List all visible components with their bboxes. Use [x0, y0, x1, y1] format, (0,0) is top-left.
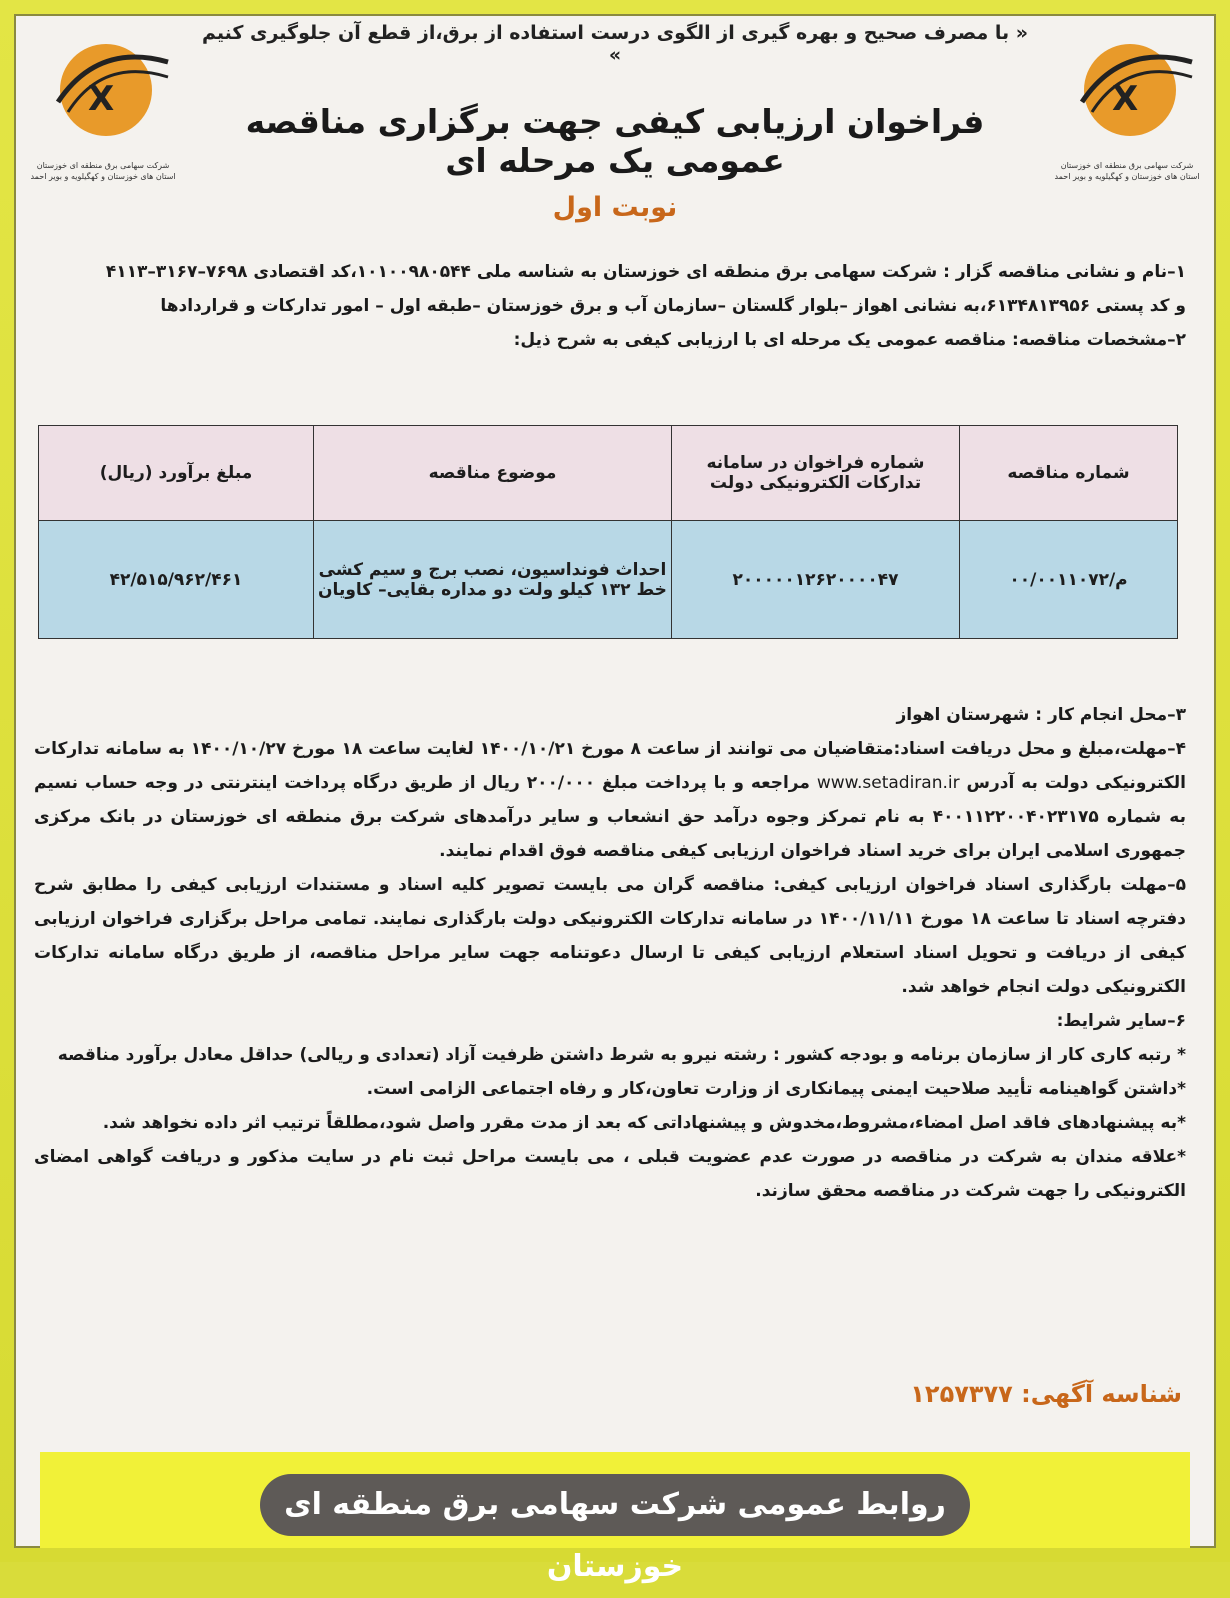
condition-item: *داشتن گواهینامه تأیید صلاحیت ایمنی پیمانکاری از وزارت تعاون،کار و رفاه اجتماعی الزامی است. — [366, 1079, 1186, 1099]
company-logo-left — [28, 32, 178, 182]
table-cell: ۴۲/۵۱۵/۹۶۲/۴۶۱ — [39, 521, 314, 639]
svg-text:X: X — [88, 79, 115, 119]
table-header: شماره فراخوان در سامانه تدارکات الکترونیکی دولت — [672, 426, 960, 521]
logo-icon — [28, 32, 178, 152]
logo-icon — [1052, 32, 1202, 152]
ad-id: شناسه آگهی: ۱۲۵۷۳۷۷ — [910, 1380, 1182, 1408]
other-conditions-heading: ۶–سایر شرایط: — [1056, 1011, 1186, 1031]
logo-caption: استان های خوزستان و کهگیلویه و بویر احمد — [1054, 172, 1200, 181]
company-logo-right — [1052, 32, 1202, 182]
condition-item: * رتبه کاری کار از سازمان برنامه و بودجه کشور : رشته نیرو به شرط داشتن ظرفیت آزاد (تعدادی و ریالی) حداقل معادل برآورد مناقصه — [57, 1045, 1186, 1065]
tenderer-address: و کد پستی ۶۱۳۴۸۱۳۹۵۶،به نشانی اهواز –بلوار گلستان –سازمان آب و برق خوزستان –طبقه اول – امور تدارکات و قراردادها — [160, 296, 1186, 316]
footer-title: روابط عمومی شرکت سهامی برق منطقه ای خوزستان — [260, 1474, 970, 1536]
logo-caption: شرکت سهامی برق منطقه ای خوزستان — [36, 161, 170, 170]
work-location: ۳–محل انجام کار : شهرستان اهواز — [896, 705, 1186, 725]
condition-item: *علاقه مندان به شرکت در مناقصه در صورت عدم عضویت قبلی ، می بایست مراحل ثبت نام در سایت مذکور و دریافت گواهی امضای الکترونیکی را جهت شرکت در مناقصه محقق سازند. — [34, 1147, 1186, 1201]
table-row — [39, 521, 1178, 639]
svg-text:X: X — [1112, 79, 1139, 119]
table-header-row — [39, 426, 1178, 521]
table-cell: ۲۰۰۰۰۰۱۲۶۲۰۰۰۰۴۷ — [672, 521, 960, 639]
table-cell: م/۰۰/۰۰۱۱۰۷۲ — [960, 521, 1178, 639]
condition-item: *به پیشنهادهای فاقد اصل امضاء،مشروط،مخدوش و پیشنهاداتی که بعد از مدت مقرر واصل شود،مطلقاً ترتیب اثر داده نخواهد شد. — [102, 1113, 1186, 1133]
round-label: نوبت اول — [552, 192, 678, 223]
upload-deadline: ۵–مهلت بارگذاری اسناد فراخوان ارزیابی کیفی: مناقصه گران می بایست تصویر کلیه اسناد و مستندات ارزیابی کیفی را مطابق شرح دفترچه اسناد تا ساعت ۱۸ مورخ ۱۴۰۰/۱۱/۱۱ در سامانه تدارکات الکترونیکی دولت بارگذاری نمایند. تمامی مراحل برگزاری فراخوان ارزیابی کیفی از دریافت و تحویل اسناد استعلام ارزیابی کیفی تا ارسال دعوتنامه جهت سایر مراحل مناقصه، از طریق درگاه سامانه تدارکات الکترونیکی دولت انجام خواهد شد. — [34, 875, 1187, 997]
table-header: شماره مناقصه — [960, 426, 1178, 521]
section-1 — [34, 255, 1186, 357]
table-header: مبلغ برآورد (ریال) — [39, 426, 314, 521]
table-cell: احداث فونداسیون، نصب برج و سیم کشی خط ۱۳۲ کیلو ولت دو مداره بقایی– کاویان — [314, 521, 672, 639]
deadline-text-a: ۴–مهلت،مبلغ و محل دریافت اسناد:متقاضیان می توانند از ساعت ۸ مورخ ۱۴۰۰/۱۰/۲۱ لغایت ساعت ۱۸ مورخ ۱۴۰۰/۱۰/۲۷ به سامانه تدارکات الکترونیکی دولت به آدرس — [34, 739, 1187, 793]
tender-spec: ۲–مشخصات مناقصه: مناقصه عمومی یک مرحله ای با ارزیابی کیفی به شرح ذیل: — [513, 330, 1186, 350]
document-deadline — [34, 732, 1186, 868]
slogan: « با مصرف صحیح و بهره گیری از الگوی درست استفاده از برق،از قطع آن جلوگیری کنیم » — [201, 22, 1029, 66]
setad-link[interactable]: www.setadiran.ir — [816, 773, 960, 793]
tender-table — [38, 425, 1178, 639]
section-3-6 — [34, 698, 1186, 1208]
tenderer-info: ۱–نام و نشانی مناقصه گزار : شرکت سهامی برق منطقه ای خوزستان به شناسه ملی ۱۰۱۰۰۹۸۰۵۴۴،کد اقتصادی ۷۶۹۸–۳۱۶۷–۴۱۱۳ — [105, 262, 1186, 282]
page-title: فراخوان ارزیابی کیفی جهت برگزاری مناقصه عمومی یک مرحله ای — [245, 102, 985, 180]
logo-caption: استان های خوزستان و کهگیلویه و بویر احمد — [30, 172, 176, 181]
table-header: موضوع مناقصه — [314, 426, 672, 521]
deadline-text-b: مراجعه و با پرداخت مبلغ ۲۰۰/۰۰۰ ریال از طریق درگاه پرداخت اینترنتی در وجه حساب نسیم به شماره ۴۰۰۱۱۲۲۰۰۴۰۲۳۱۷۵ به نام تمرکز وجوه درآمد حق انشعاب و سایر درآمدهای شرکت برق منطقه ای خوزستان در بانک مرکزی جمهوری اسلامی ایران برای خرید اسناد فراخوان ارزیابی کیفی مناقصه فوق اقدام نمایند. — [34, 773, 1186, 861]
logo-caption: شرکت سهامی برق منطقه ای خوزستان — [1060, 161, 1194, 170]
